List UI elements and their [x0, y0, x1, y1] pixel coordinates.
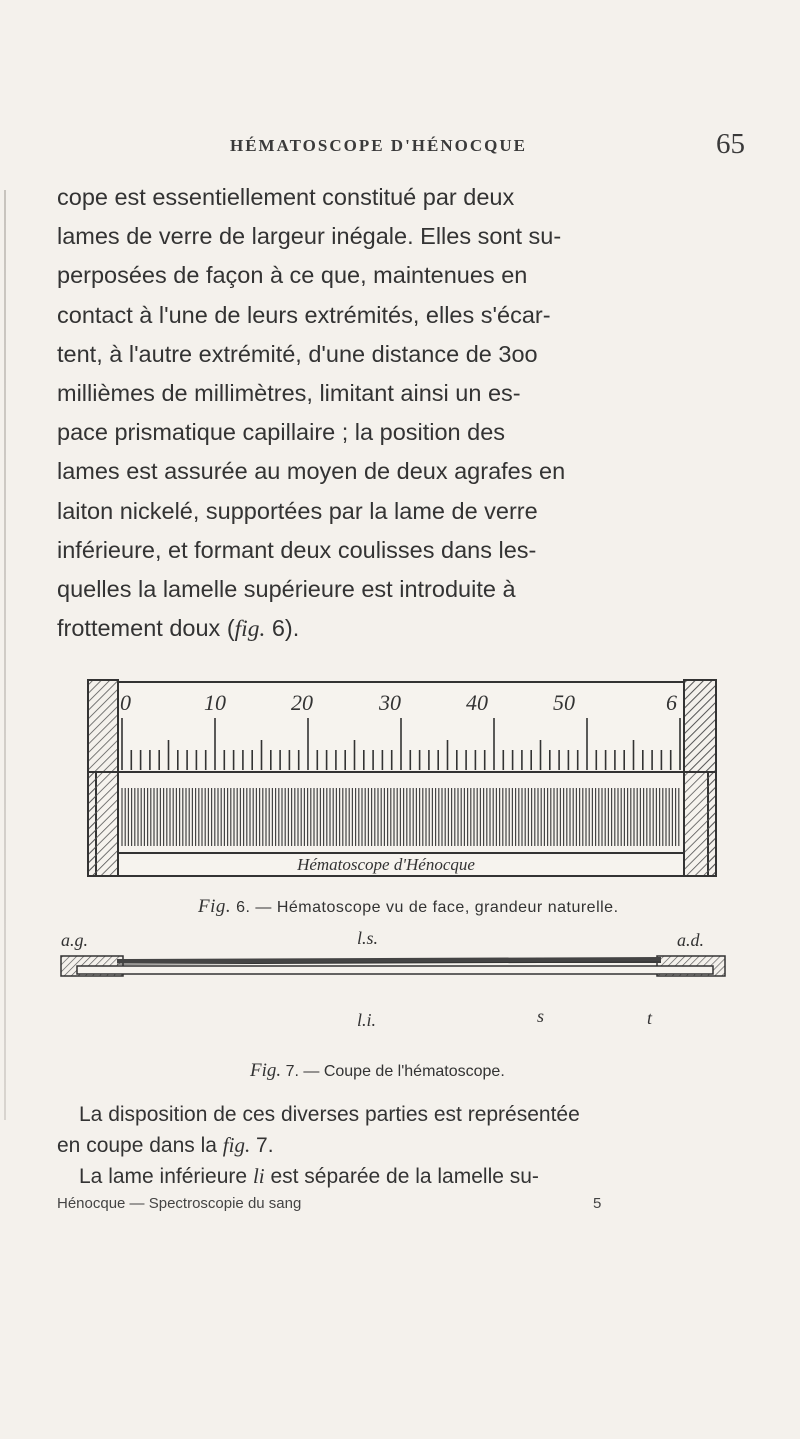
text-line	[57, 1130, 717, 1161]
engraved-signature: Hématoscope d'Hénocque	[297, 855, 475, 874]
text-line: inférieure, et formant deux coulisses dans les-	[57, 536, 537, 563]
lower-plate-section	[77, 966, 713, 974]
figure-7-hematoscope-section	[57, 926, 731, 1051]
hatched-band	[122, 788, 679, 846]
running-head-title: HÉMATOSCOPE D'HÉNOCQUE	[230, 136, 527, 155]
caption-text: 6. — Hématoscope vu de face, grandeur naturelle.	[231, 899, 619, 916]
paragraph-1	[57, 178, 717, 649]
text-fragment: 7.	[250, 1134, 274, 1157]
fig-reference: fig.	[222, 1133, 251, 1157]
text-line: perposées de façon à ce que, maintenues en	[57, 262, 528, 289]
scale-label: 6	[666, 690, 677, 715]
sheet-number: 5	[593, 1195, 602, 1212]
text-fragment: en coupe dans la	[57, 1134, 223, 1157]
caption-fig-label: Fig.	[250, 1060, 282, 1081]
label-t: t	[647, 1008, 653, 1028]
figure-7-caption	[250, 1060, 505, 1082]
text-fragment: 6).	[265, 615, 300, 642]
figure-6-hematoscope-front	[86, 678, 718, 878]
scale-label: 50	[553, 690, 575, 715]
label-s: s	[537, 1006, 545, 1026]
text-line: cope est essentiellement constitué par deux	[57, 184, 515, 210]
text-fragment: est séparée de la lamelle su-	[264, 1165, 539, 1188]
caption-text: 7. — Coupe de l'hématoscope.	[281, 1063, 505, 1080]
paragraph-2	[57, 1100, 717, 1192]
text-line: quelles la lamelle supérieure est introduite à	[57, 576, 516, 603]
text-line: millièmes de millimètres, limitant ainsi un es-	[57, 380, 521, 407]
label-ag: a.g.	[61, 930, 88, 950]
text-line: lames est assurée au moyen de deux agrafes en	[57, 458, 566, 485]
text-line: contact à l'une de leurs extrémités, elles s'écar-	[57, 301, 551, 328]
label-li: l.i.	[357, 1010, 377, 1030]
right-clip-upper	[684, 680, 716, 772]
right-clip-lower	[684, 772, 716, 876]
scale-label: 10	[204, 690, 226, 715]
text-fragment: La lame inférieure	[79, 1165, 253, 1188]
label-ad: a.d.	[677, 930, 704, 950]
text-line	[57, 1161, 717, 1192]
scale-label: 20	[291, 690, 313, 715]
text-line: pace prismatique capillaire ; la position des	[57, 419, 506, 446]
text-line-last	[57, 609, 717, 649]
scale-label: 30	[379, 690, 401, 715]
text-fragment: frottement doux (	[57, 615, 235, 642]
running-head	[0, 128, 800, 168]
text-line: lames de verre de largeur inégale. Elles sont su-	[57, 223, 562, 250]
label-ls: l.s.	[357, 928, 379, 948]
printer-signature: Hénocque — Spectroscopie du sang	[57, 1195, 302, 1212]
text-line: La disposition de ces diverses parties est représentée	[79, 1103, 580, 1126]
scale-label: 0	[120, 690, 131, 715]
fig-reference: fig.	[234, 616, 266, 643]
left-clip-lower	[88, 772, 118, 876]
page-number: 65	[716, 128, 745, 160]
text-line: tent, à l'autre extrémité, d'une distance de 3oo	[57, 340, 538, 367]
page-footer	[57, 1195, 717, 1219]
figure-6-caption	[198, 896, 619, 918]
text-line: laiton nickelé, supportées par la lame de verre	[57, 497, 538, 524]
scale-label: 40	[466, 690, 488, 715]
page-edge-shadow	[4, 190, 6, 1120]
symbol-li: li	[252, 1164, 265, 1188]
caption-fig-label: Fig.	[198, 896, 232, 917]
